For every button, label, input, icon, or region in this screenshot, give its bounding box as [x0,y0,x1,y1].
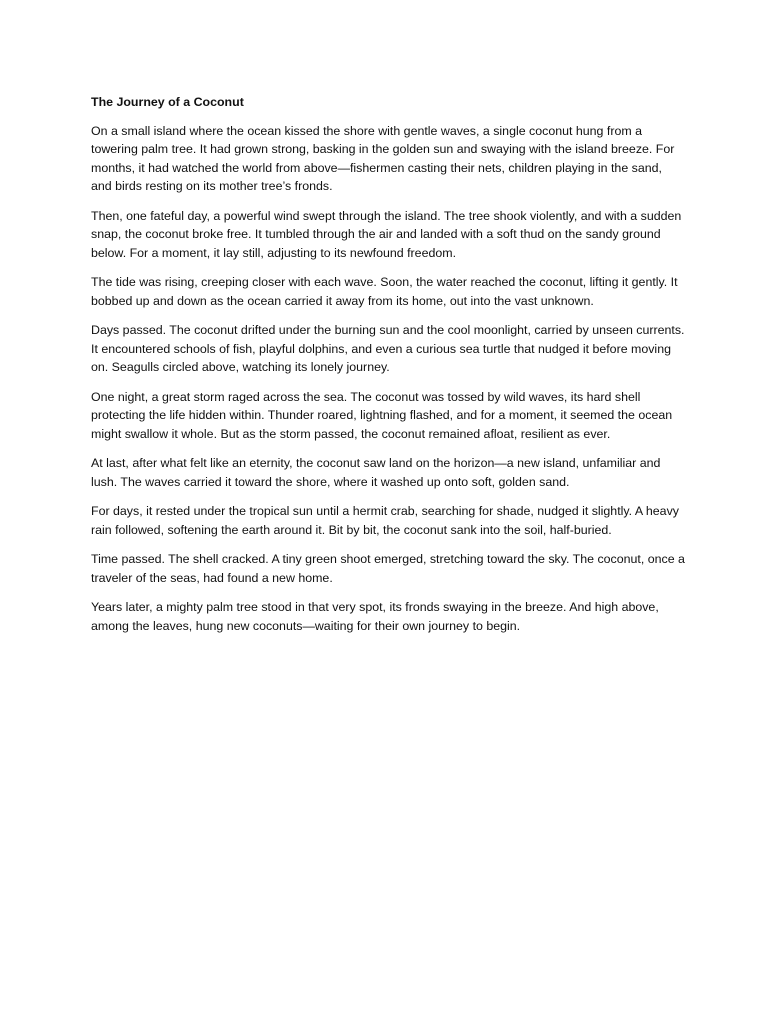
paragraph-9: Years later, a mighty palm tree stood in that very spot, its fronds swaying in the breeze. And high above, among the leaves, hung new coconuts—waiting for their own journey to begin. [91,600,659,633]
paragraph-8: Time passed. The shell cracked. A tiny green shoot emerged, stretching toward the sky. The coconut, once a traveler of the seas, had found a new home. [91,552,685,585]
paragraph-7: For days, it rested under the tropical sun until a hermit crab, searching for shade, nudged it slightly. A heavy rain followed, softening the earth around it. Bit by bit, the coconut sank into the soil, half-buried. [91,504,679,537]
paragraph-6: At last, after what felt like an eternity, the coconut saw land on the horizon—a new island, unfamiliar and lush. The waves carried it toward the shore, where it washed up onto soft, golden sand. [91,456,661,489]
paragraph-4: Days passed. The coconut drifted under the burning sun and the cool moonlight, carried by unseen currents. It encountered schools of fish, playful dolphins, and even a curious sea turtle that nudged it before moving on. Seagulls circled above, watching its lonely journey. [91,323,685,374]
paragraph-2: Then, one fateful day, a powerful wind swept through the island. The tree shook violently, and with a sudden snap, the coconut broke free. It tumbled through the air and landed with a soft thud on the sandy ground below. For a moment, it lay still, adjusting to its newfound freedom. [91,208,682,260]
document-body [91,93,685,646]
document-title: The Journey of a Coconut [91,95,244,109]
paragraph-5: One night, a great storm raged across the sea. The coconut was tossed by wild waves, its hard shell protecting the life hidden within. Thunder roared, lightning flashed, and for a moment, it seemed the ocean might swallow it whole. But as the storm passed, the coconut remained afloat, resilient as ever. [91,389,673,441]
paragraph-1: On a small island where the ocean kissed the shore with gentle waves, a single coconut hung from a towering palm tree. It had grown strong, basking in the golden sun and swaying with the island breeze. For months, it had watched the world from above—fishermen casting their nets, children playing in the sand, and birds resting on its mother tree’s fronds. [91,123,675,193]
paragraph-3: The tide was rising, creeping closer with each wave. Soon, the water reached the coconut, lifting it gently. It bobbed up and down as the ocean carried it away from its home, out into the vast unknown. [91,275,678,308]
